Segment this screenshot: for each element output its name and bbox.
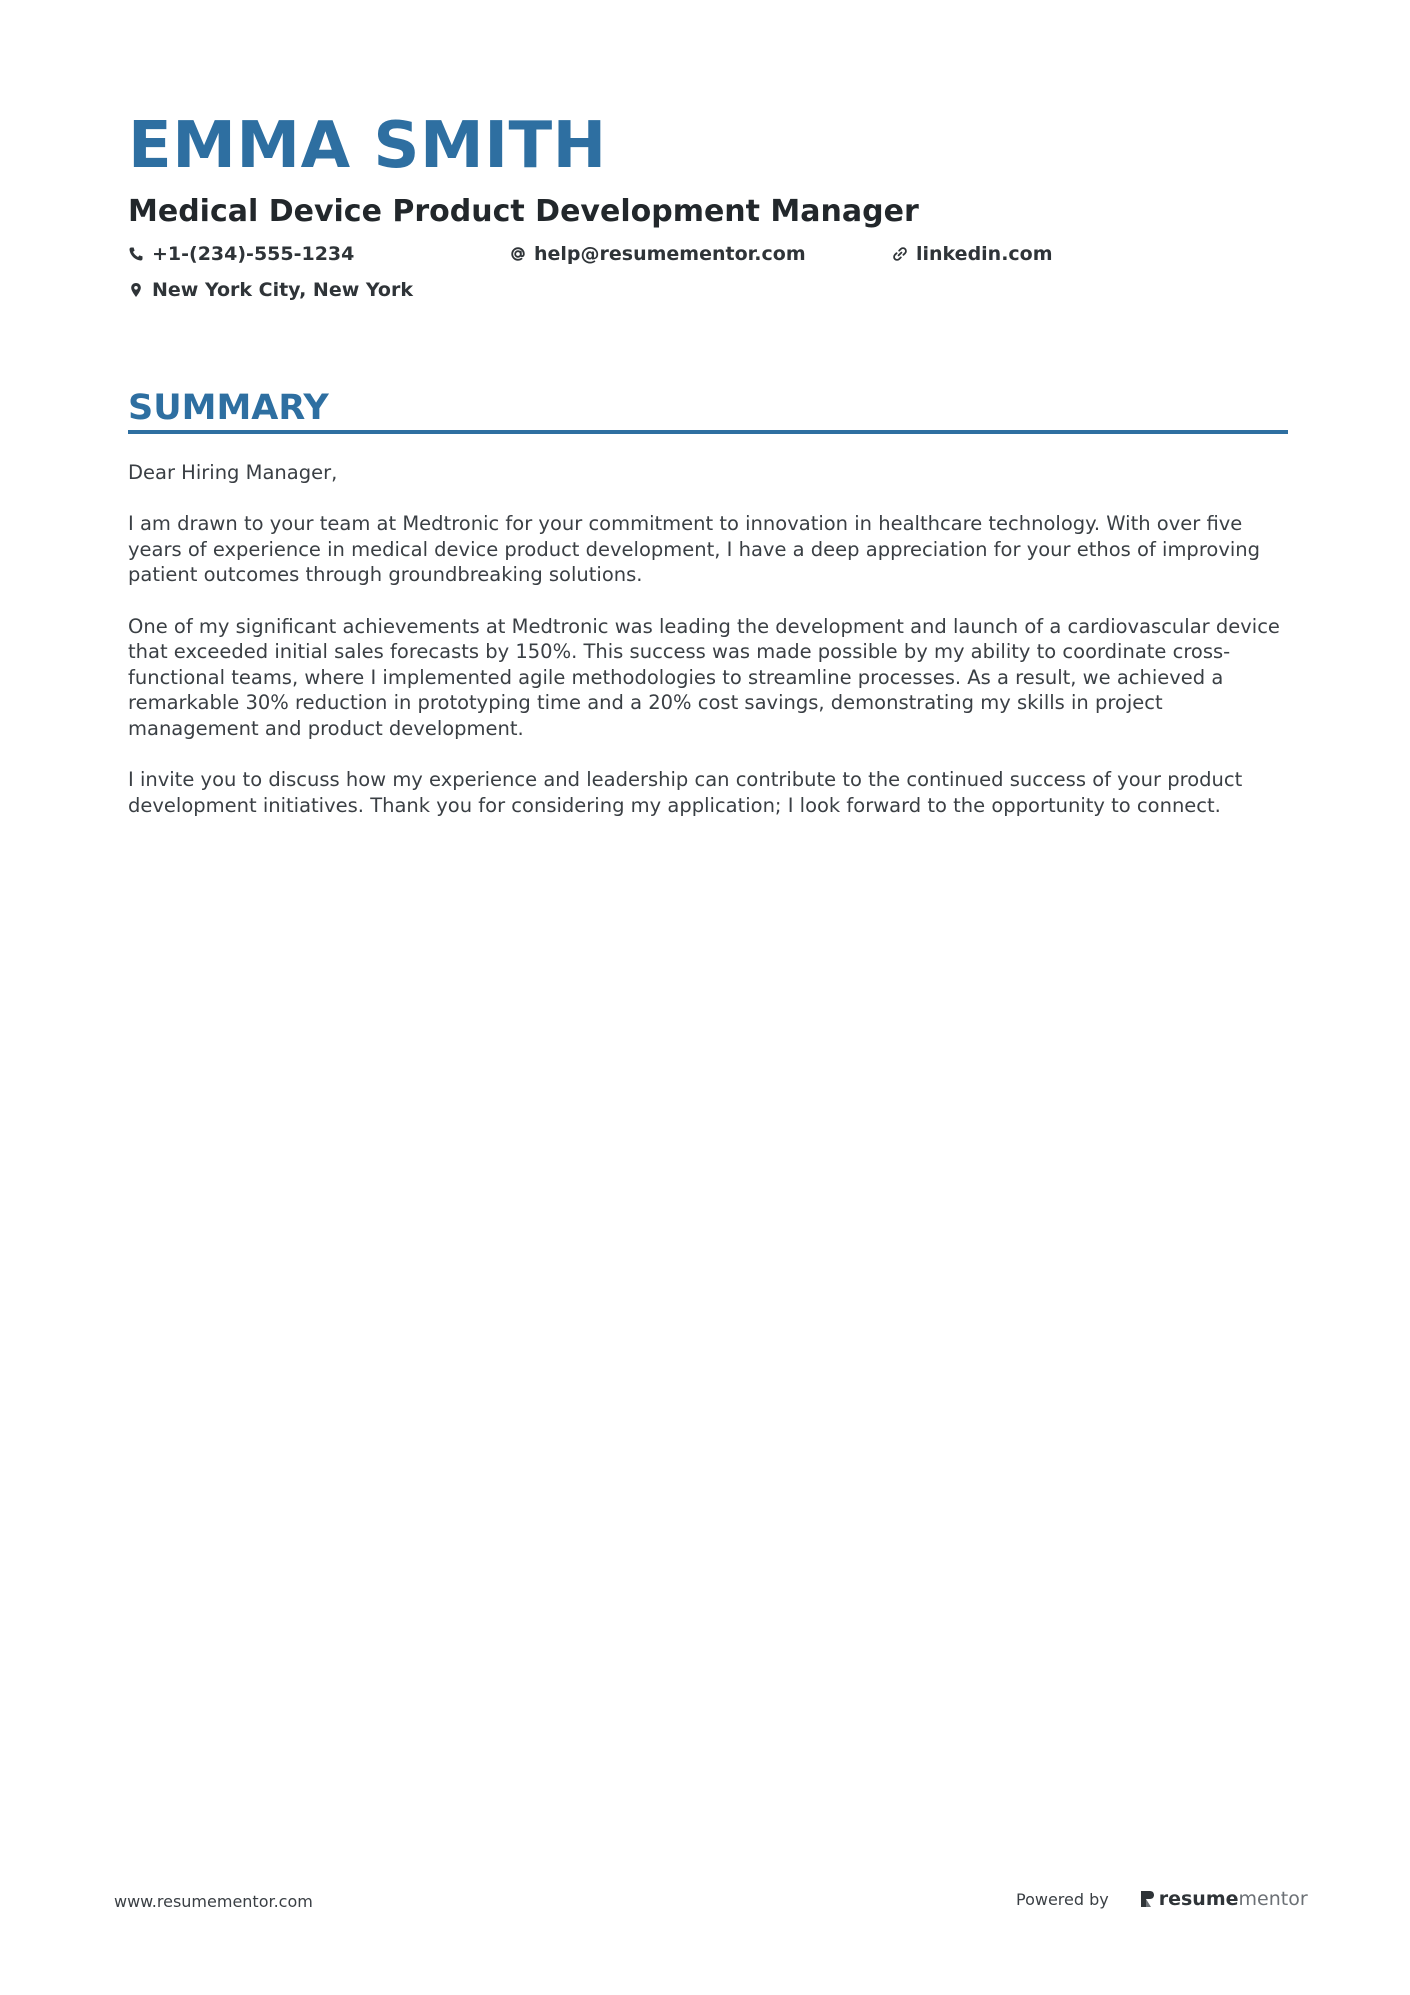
brand-logo[interactable]	[1139, 1888, 1308, 1910]
paragraph-achievement: One of my significant achievements at Medtronic was leading the development and launch of a cardiovascular device that exceeded initial sales forecasts by 150%. This success was made possible by my ability to coordinate cross-functional teams, where I implemented agile methodologies to streamline processes. As a result, we achieved a remarkable 30% reduction in prototyping time and a 20% cost savings, demonstrating my skills in project management and product development.	[128, 614, 1280, 740]
brand-text-light: mentor	[1238, 1888, 1308, 1910]
at-icon	[510, 246, 526, 262]
brand-text-bold: resume	[1158, 1888, 1239, 1910]
job-title: Medical Device Product Development Manager	[128, 194, 919, 229]
contact-location	[128, 277, 413, 303]
summary-body	[128, 460, 1293, 844]
location-text: New York City, New York	[152, 279, 413, 301]
contact-email	[510, 241, 806, 267]
paragraph-intro: I am drawn to your team at Medtronic for your commitment to innovation in healthcare technology. With over five years of experience in medical device product development, I have a deep appreciation for your ethos of improving patient outcomes through groundbreaking solutions.	[128, 512, 1261, 587]
footer-branding	[1016, 1888, 1308, 1910]
phone-icon	[128, 246, 144, 262]
footer-website[interactable]: www.resumementor.com	[114, 1892, 313, 1911]
section-divider	[128, 430, 1288, 434]
resumementor-logo-icon	[1139, 1889, 1155, 1909]
paragraph-closing: I invite you to discuss how my experience and leadership can contribute to the continued success of your product development initiatives. Thank you for considering my application; I look forward to the opportunity to connect.	[128, 768, 1243, 817]
summary-heading: SUMMARY	[128, 388, 329, 428]
link-icon	[892, 246, 908, 262]
candidate-name: EMMA SMITH	[128, 109, 607, 183]
salutation: Dear Hiring Manager,	[128, 461, 338, 484]
powered-by-label: Powered by	[1016, 1889, 1109, 1909]
email-text[interactable]: help@resumementor.com	[534, 243, 806, 265]
phone-text: +1-(234)-555-1234	[152, 243, 355, 265]
contact-link	[892, 241, 1053, 267]
contact-phone	[128, 241, 354, 267]
location-pin-icon	[128, 282, 144, 298]
link-text[interactable]: linkedin.com	[916, 243, 1053, 265]
